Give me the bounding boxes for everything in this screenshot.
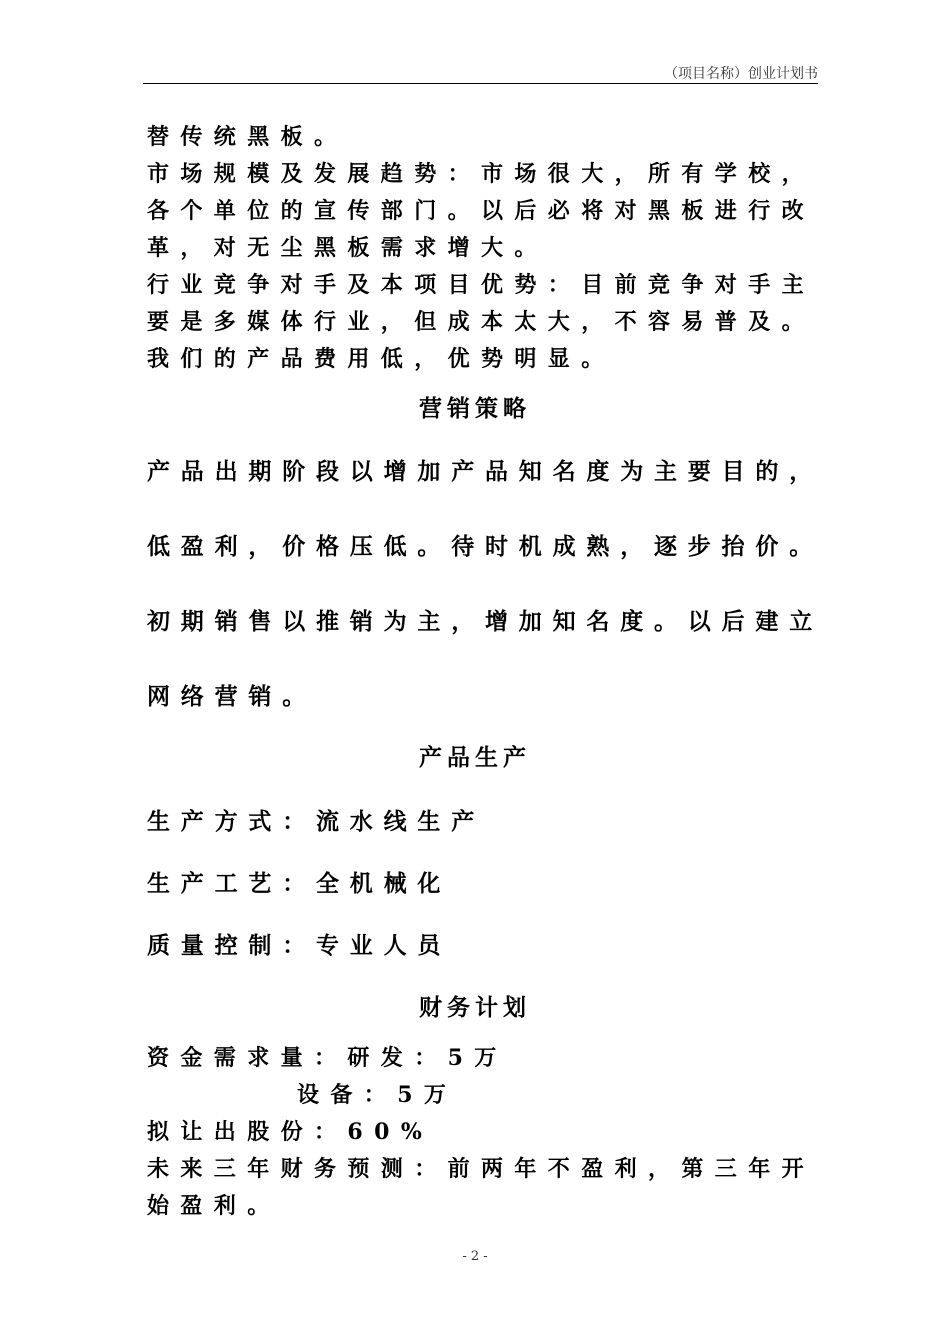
page-header [143,62,818,84]
finance-heading: 财务计划 [419,994,531,1021]
market-line-7: 我们的产品费用低，优势明显。 [147,346,615,372]
market-line-1: 替传统黑板。 [147,124,348,150]
market-line-5: 行业竞争对手及本项目优势：目前竞争对手主 [147,272,816,298]
marketing-line-1: 产品出期阶段以增加产品知名度为主要目的， [147,458,823,485]
production-method: 生产方式：流水线生产 [147,808,485,835]
page-number: - 2 - [462,1249,488,1264]
finance-forecast-line-2: 始盈利。 [147,1193,281,1219]
production-process: 生产工艺：全机械化 [147,870,452,897]
finance-funding: 资金需求量：研发：5万 [147,1045,508,1071]
market-line-6: 要是多媒体行业，但成本太大，不容易普及。 [147,309,816,335]
market-line-2: 市场规模及发展趋势：市场很大，所有学校， [147,161,816,187]
header-title: （项目名称）创业计划书 [664,66,818,82]
finance-equity: 拟让出股份：60% [147,1119,434,1145]
production-heading: 产品生产 [419,744,531,771]
marketing-line-3: 初期销售以推销为主，增加知名度。以后建立 [147,608,823,635]
production-quality: 质量控制：专业人员 [147,932,452,959]
finance-forecast-line-1: 未来三年财务预测：前两年不盈利，第三年开 [147,1156,816,1182]
market-line-3: 各个单位的宣传部门。以后必将对黑板进行改 [147,198,816,224]
marketing-heading: 营销策略 [419,395,531,422]
finance-equipment: 设备：5万 [297,1082,458,1108]
marketing-line-4: 网络营销。 [147,683,316,710]
marketing-line-2: 低盈利，价格压低。待时机成熟，逐步抬价。 [147,533,823,560]
market-line-4: 革，对无尘黑板需求增大。 [147,235,548,261]
